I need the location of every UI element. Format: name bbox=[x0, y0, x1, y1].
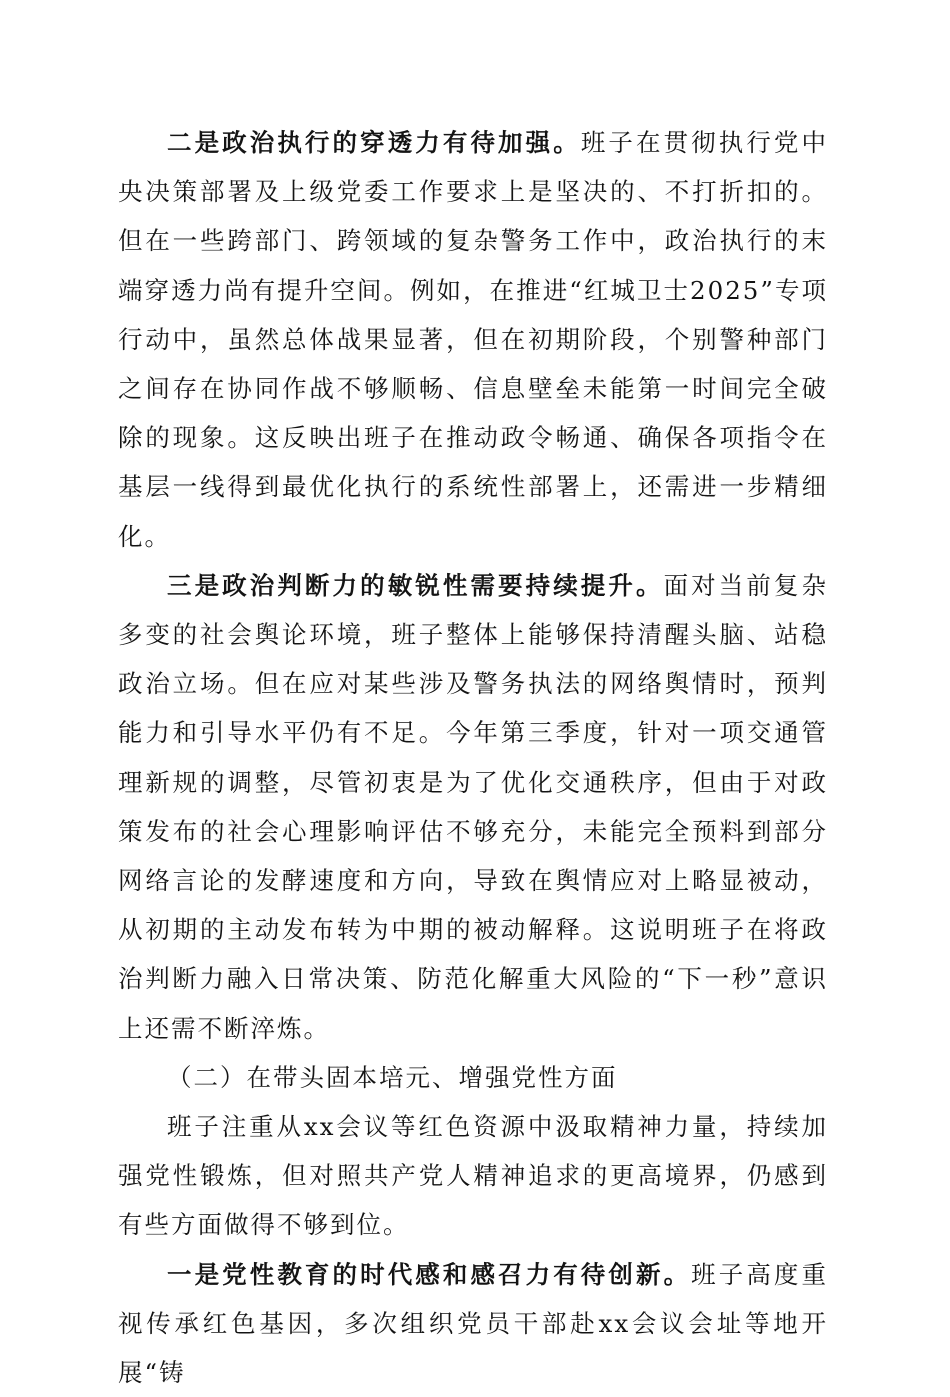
paragraph-text: 班子在贯彻执行党中央决策部署及上级党委工作要求上是坚决的、不打折扣的。但在一些跨部门、跨领域的复杂警务工作中，政治执行的末端穿透力尚有提升空间。例如，在推进“红城卫士2025”专项行动中，虽然总体战果显著，但在初期阶段，个别警种部门之间存在协同作战不够顺畅、信息壁垒未能第一时间完全破除的现象。这反映出班子在推动政令畅通、确保各项指令在基层一线得到最优化执行的系统性部署上，还需进一步精细化。 bbox=[118, 128, 829, 551]
paragraph-lead: 三是政治判断力的敏锐性需要持续提升。 bbox=[167, 570, 664, 600]
paragraph-political-execution bbox=[118, 118, 828, 561]
paragraph-political-judgment bbox=[118, 561, 828, 1053]
section-heading: （二）在带头固本培元、增强党性方面 bbox=[167, 1062, 618, 1092]
paragraph-text: 班子高度重视传承红色基因，多次组织党员干部赴xx会议会址等地开展“铸 bbox=[118, 1259, 829, 1388]
paragraph-party-education bbox=[118, 1250, 828, 1397]
paragraph-text: 面对当前复杂多变的社会舆论环境，班子整体上能够保持清醒头脑、站稳政治立场。但在应对某些涉及警务执法的网络舆情时，预判能力和引导水平仍有不足。今年第三季度，针对一项交通管理新规的调整，尽管初衷是为了优化交通秩序，但由于对政策发布的社会心理影响评估不够充分，未能完全预料到部分网络言论的发酵速度和方向，导致在舆情应对上略显被动，从初期的主动发布转为中期的被动解释。这说明班子在将政治判断力融入日常决策、防范化解重大风险的“下一秒”意识上还需不断淬炼。 bbox=[118, 570, 829, 1043]
paragraph-lead: 二是政治执行的穿透力有待加强。 bbox=[167, 128, 581, 157]
document-body bbox=[118, 118, 828, 1397]
paragraph-section-intro: 班子注重从xx会议等红色资源中汲取精神力量，持续加强党性锻炼，但对照共产党人精神追求的更高境界，仍感到有些方面做得不够到位。 bbox=[118, 1112, 828, 1240]
paragraph-lead: 一是党性教育的时代感和感召力有待创新。 bbox=[167, 1259, 692, 1289]
